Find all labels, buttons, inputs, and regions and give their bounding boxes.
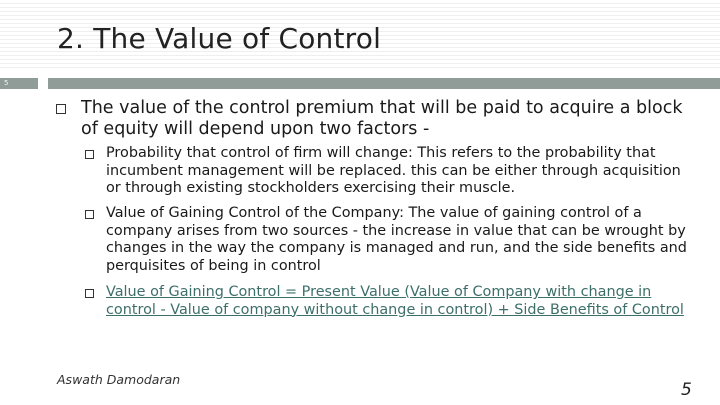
main-bullet-icon [56, 104, 66, 114]
header-rule-right [48, 78, 720, 89]
main-bullet-text: The value of the control premium that will be paid to acquire a block of equity will depend upon two factors - [81, 98, 683, 139]
header-rule-number: 5 [4, 79, 9, 87]
slide-title: 2. The Value of Control [57, 22, 382, 55]
sub-bullet-text: Probability that control of firm will change: This refers to the probability that incumbent management will be replaced. this can be either through acquisition or through existing stockholders exercising their muscle. [106, 145, 681, 196]
sub-bullet-icon [85, 150, 94, 159]
footer-author: Aswath Damodaran [57, 372, 181, 387]
sub-bullet-icon [85, 289, 94, 298]
page-number: 5 [681, 380, 692, 400]
formula-link[interactable]: Value of Gaining Control = Present Value (Value of Company with change in control - Value of company without change in control) + Side Benefits of Control [106, 284, 684, 318]
sub-bullet-icon [85, 210, 94, 219]
sub-bullet-text: Value of Gaining Control of the Company: The value of gaining control of a company arises from two sources - the increase in value that can be wrought by changes in the way the company is managed and run, and the side benefits and perquisites of being in control [106, 205, 687, 274]
